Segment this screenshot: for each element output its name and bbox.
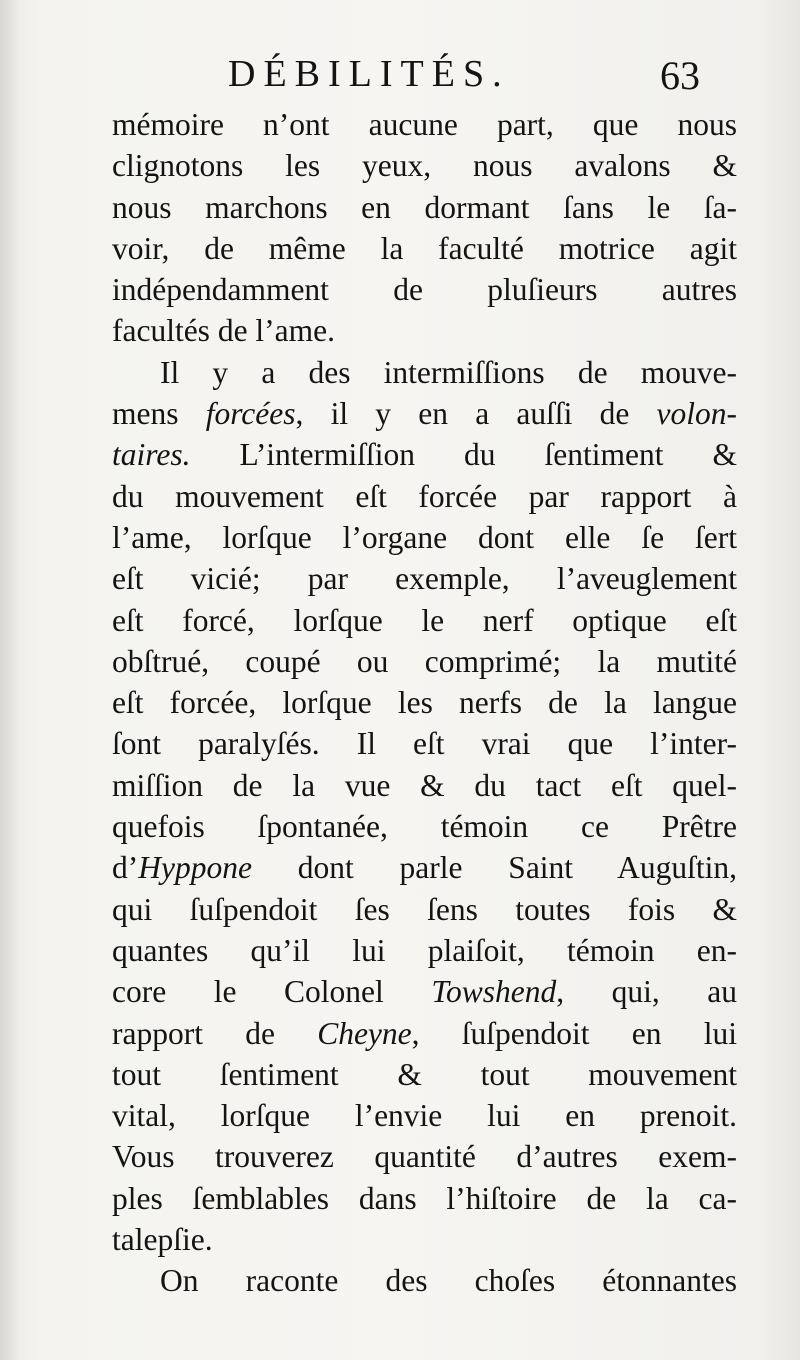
text-line: indépendamment de pluſieurs autres [112, 272, 737, 308]
text-line: mens forcées, il y en a auſſi de volon- [112, 396, 738, 432]
text-line: talepſie. [112, 1222, 213, 1258]
text-line: Il y a des intermiſſions de mouve- [160, 354, 737, 390]
text-line: facultés de l’ame. [112, 313, 336, 349]
text-line: On raconte des choſes étonnantes [160, 1263, 737, 1299]
text-line: mémoire n’ont aucune part, que nous [112, 107, 737, 142]
italic-term: taires. [112, 437, 191, 473]
text-line: miſſion de la vue & du tact eſt quel- [112, 767, 737, 803]
text-line: ples ſemblables dans l’hiſtoire de la ca- [112, 1180, 737, 1216]
text-line: obſtrué, coupé ou comprimé; la mutité [112, 643, 737, 679]
text-line: eſt forcé, lorſque le nerf optique eſt [112, 602, 737, 638]
text-line: qui ſuſpendoit ſes ſens toutes fois & [112, 891, 737, 927]
italic-term: forcées [205, 396, 296, 432]
text-line: ſont paralyſés. Il eſt vrai que l’inter- [112, 726, 737, 762]
text-line: eſt vicié; par exemple, l’aveuglement [112, 561, 737, 597]
text-line: du mouvement eſt forcée par rapport à [112, 478, 737, 514]
running-title: DÉBILITÉS. [228, 53, 510, 95]
text-line: taires. L’intermiſſion du ſentiment & [112, 437, 737, 473]
text-line: eſt forcée, lorſque les nerfs de la langue [112, 685, 737, 721]
text-line: Vous trouverez quantité d’autres exem- [112, 1139, 737, 1175]
text-line: tout ſentiment & tout mouvement [112, 1056, 737, 1092]
text-line: l’ame, lorſque l’organe dont elle ſe ſert [112, 519, 737, 555]
italic-term: Cheyne [317, 1015, 412, 1051]
text-line: quantes qu’il lui plaiſoit, témoin en- [112, 932, 737, 968]
italic-term: Towshend [431, 974, 557, 1010]
text-line: vital, lorſque l’envie lui en prenoit. [112, 1098, 737, 1134]
text-line: clignotons les yeux, nous avalons & [112, 148, 737, 184]
page-gutter-shadow [0, 0, 18, 1360]
body-text [112, 104, 737, 1302]
text-line: nous marchons en dormant ſans le ſa- [112, 189, 737, 225]
text-line: rapport de Cheyne, ſuſpendoit en lui [112, 1015, 737, 1051]
page-number: 63 [660, 53, 700, 98]
text-line: quefois ſpontanée, témoin ce Prêtre [112, 809, 737, 845]
italic-term: Hyppone [138, 850, 252, 886]
text-line: voir, de même la faculté motrice agit [112, 230, 737, 266]
page-header [0, 52, 800, 102]
text-line: core le Colonel Towshend, qui, au [112, 974, 738, 1010]
text-line: d’Hyppone dont parle Saint Auguſtin, [112, 850, 737, 886]
italic-term: volon- [656, 396, 738, 432]
